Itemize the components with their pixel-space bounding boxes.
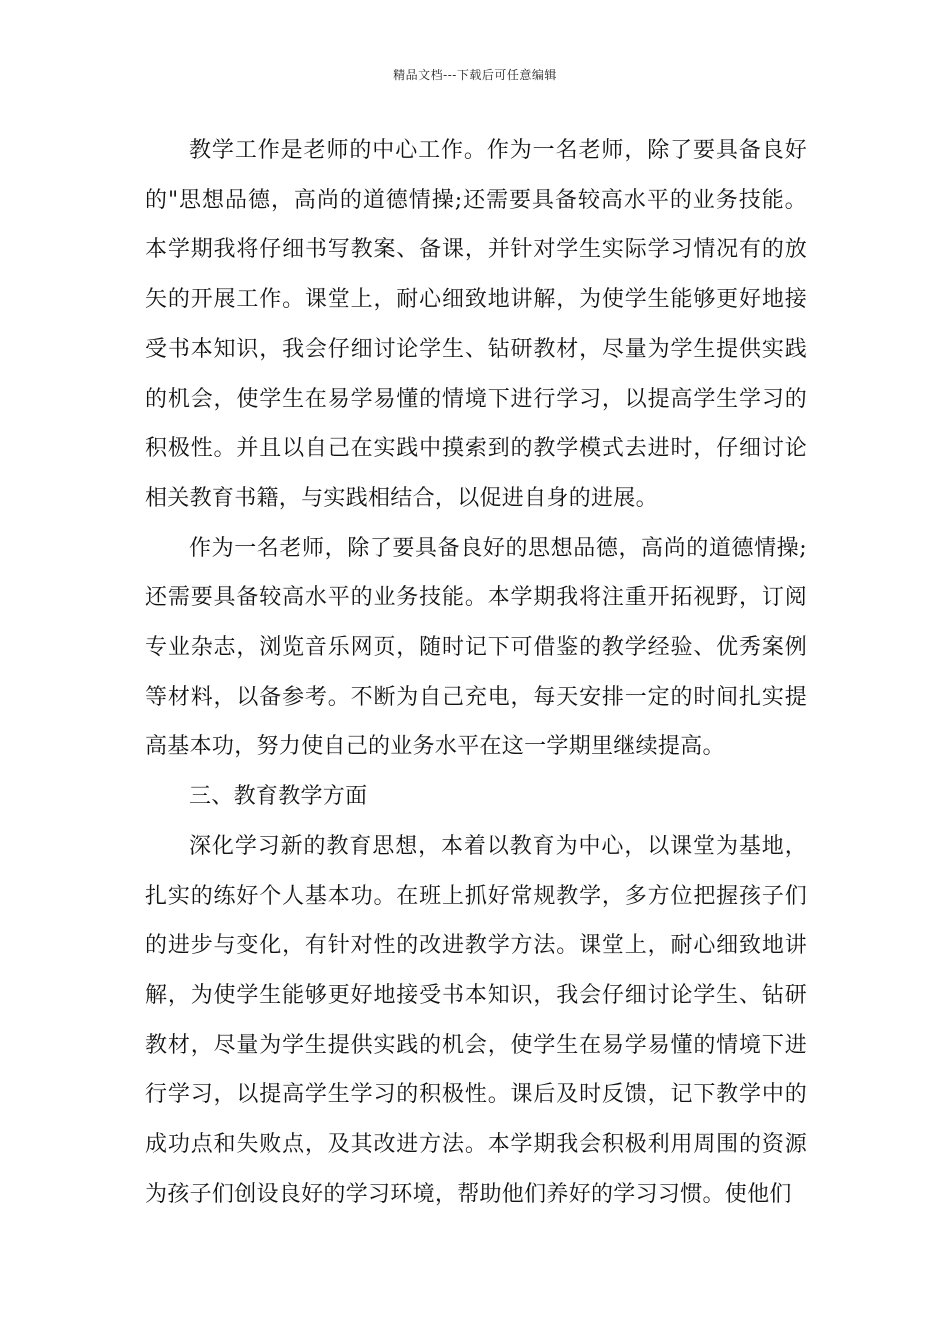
paragraph-teaching-work: 教学工作是老师的中心工作。作为一名老师，除了要具备良好的"思想品德，高尚的道德情操;还需要具备较高水平的业务技能。本学期我将仔细书写教案、备课，并针对学生实际学习情况有的放矢的开展工作。课堂上，耐心细致地讲解，为使学生能够更好地接受书本知识，我会仔细讨论学生、钻研教材，尽量为学生提供实践的机会，使学生在易学易懂的情境下进行学习，以提高学生学习的积极性。并且以自己在实践中摸索到的教学模式去进时，仔细讨论相关教育书籍，与实践相结合，以促进自身的进展。: [145, 138, 807, 511]
page-header: 精品文档---下载后可任意编辑: [393, 68, 557, 82]
document-body: [145, 126, 807, 1219]
paragraph-education-teaching: 深化学习新的教育思想，本着以教育为中心，以课堂为基地，扎实的练好个人基本功。在班上抓好常规教学，多方位把握孩子们的进步与变化，有针对性的改进教学方法。课堂上，耐心细致地讲解，为使学生能够更好地接受书本知识，我会仔细讨论学生、钻研教材，尽量为学生提供实践的机会，使学生在易学易懂的情境下进行学习，以提高学生学习的积极性。课后及时反馈，记下教学中的成功点和失败点，及其改进方法。本学期我会积极利用周围的资源为孩子们创设良好的学习环境，帮助他们养好的学习习惯。使他们: [145, 833, 807, 1207]
section-heading-education: 三、教育教学方面: [189, 784, 368, 810]
paragraph-professional-skills: 作为一名老师，除了要具备良好的思想品德，高尚的道德情操;还需要具备较高水平的业务技能。本学期我将注重开拓视野，订阅专业杂志，浏览音乐网页，随时记下可借鉴的教学经验、优秀案例等材料，以备参考。不断为自己充电，每天安排一定的时间扎实提高基本功，努力使自己的业务水平在这一学期里继续提高。: [145, 535, 807, 760]
